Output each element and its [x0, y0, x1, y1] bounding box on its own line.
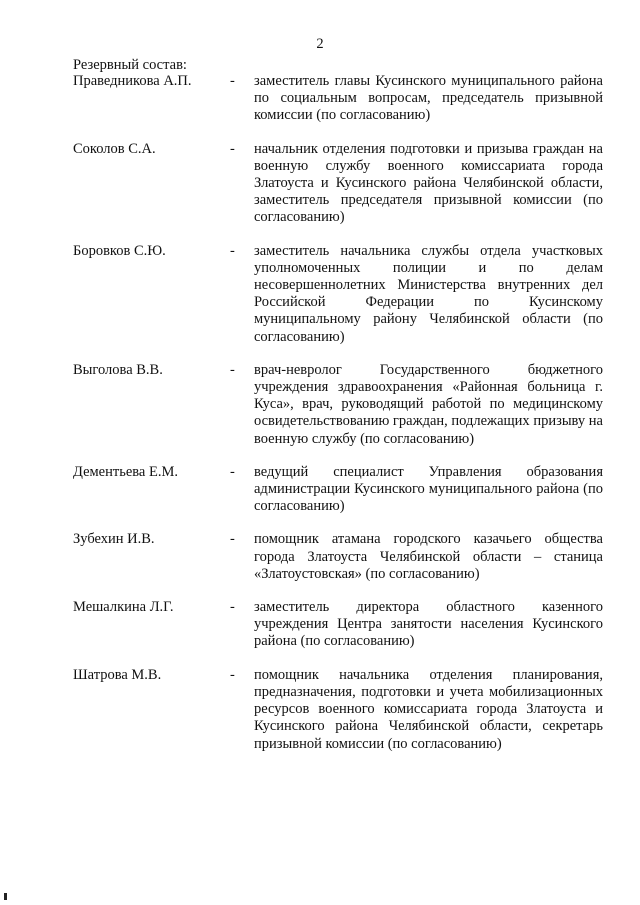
dash-separator: - — [230, 531, 235, 548]
list-item — [73, 73, 603, 125]
list-item — [73, 531, 603, 583]
list-item — [73, 464, 603, 516]
member-role: заместитель начальника службы отдела участковых уполномоченных полиции и по делам несовершеннолетних Министерства внутренних дел Российской Федерации по Кусинскому муниципальному району Челябинской области (по согласованию) — [254, 242, 603, 345]
member-name: Боровков С.Ю. — [73, 242, 166, 259]
dash-separator: - — [230, 361, 235, 378]
member-role: помощник атамана городского казачьего общества города Златоуста Челябинской области – станица «Златоустовская» (по согласованию) — [254, 531, 603, 582]
list-item — [73, 141, 603, 227]
member-role: ведущий специалист Управления образования администрации Кусинского муниципального района (по согласованию) — [254, 463, 603, 515]
list-item — [73, 599, 603, 651]
dash-separator: - — [230, 140, 235, 157]
list-item — [73, 243, 603, 346]
member-role: заместитель главы Кусинского муниципального района по социальным вопросам, председатель призывной комиссии (по согласованию) — [254, 73, 603, 124]
member-role: заместитель директора областного казенного учреждения Центра занятости населения Кусинского района (по согласованию) — [254, 599, 603, 650]
section-title: Резервный состав: — [73, 57, 187, 73]
member-role: помощник начальника отделения планирования, предназначения, подготовки и учета мобилизационных ресурсов военного комиссариата города Златоуста и Кусинского района Челябинской области, секретарь призывной комиссии (по согласованию) — [254, 666, 603, 752]
dash-separator: - — [230, 73, 235, 89]
member-name: Мешалкина Л.Г. — [73, 599, 174, 616]
list-item — [73, 362, 603, 448]
member-name: Выголова В.В. — [73, 361, 163, 378]
scan-artifact — [4, 893, 7, 900]
member-role: начальник отделения подготовки и призыва граждан на военную службу военного комиссариата города Златоуста и Кусинского района Челябинской области, заместитель председателя призывной комиссии (по согласованию) — [254, 140, 603, 226]
member-name: Соколов С.А. — [73, 140, 156, 157]
dash-separator: - — [230, 666, 235, 683]
member-name: Праведникова А.П. — [73, 73, 192, 89]
list-item — [73, 667, 603, 753]
page-number: 2 — [316, 36, 324, 52]
dash-separator: - — [230, 599, 235, 616]
member-name: Шатрова М.В. — [73, 666, 162, 683]
dash-separator: - — [230, 242, 235, 259]
dash-separator: - — [230, 463, 235, 480]
member-role: врач-невролог Государственного бюджетного учреждения здравоохранения «Районная больница г. Куса», врач, руководящий работой по медицинскому освидетельствованию граждан, подлежащих призыву на военную службу (по согласованию) — [254, 361, 603, 447]
member-name: Зубехин И.В. — [73, 531, 155, 548]
member-list — [73, 73, 603, 769]
member-name: Дементьева Е.М. — [73, 463, 178, 480]
